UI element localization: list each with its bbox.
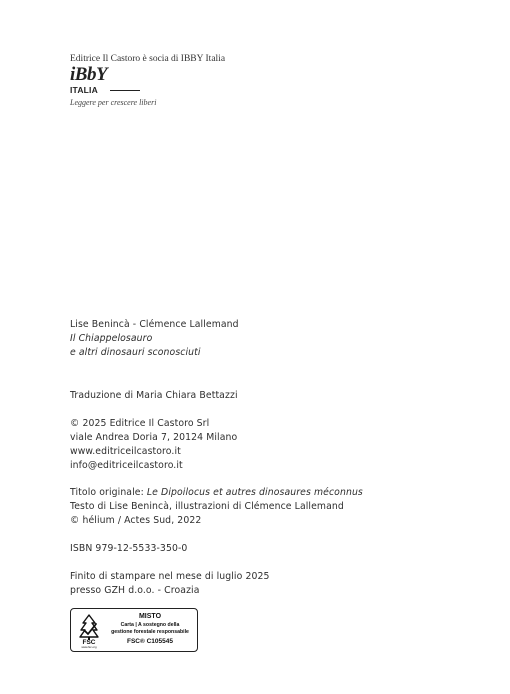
fsc-label <box>70 608 198 652</box>
fsc-tree-checkmark-icon <box>75 613 103 649</box>
fsc-text-block <box>105 612 195 645</box>
fsc-logo-url: www.fsc.org <box>81 645 97 649</box>
ibby-membership-note: Editrice Il Castoro è socia di IBBY Italia <box>70 54 226 64</box>
ibby-logo <box>70 66 140 96</box>
publisher-website[interactable]: www.editriceilcastoro.it <box>70 446 181 457</box>
isbn: ISBN 979-12-5533-350-0 <box>70 543 188 554</box>
ibby-logo-country: ITALIA <box>70 85 98 95</box>
original-copyright: © hélium / Actes Sud, 2022 <box>70 515 202 526</box>
publisher-email[interactable]: info@editriceilcastoro.it <box>70 460 183 471</box>
fsc-mix: MISTO <box>138 613 162 620</box>
authors-line: Lise Benincà - Clémence Lallemand <box>70 319 239 330</box>
fsc-desc-line1: Carta | A sostegno della <box>120 622 180 628</box>
fsc-license-code: FSC® C105545 <box>127 637 173 645</box>
translation-credit: Traduzione di Maria Chiara Bettazzi <box>70 390 238 401</box>
printing-line2: presso GZH d.o.o. - Croazia <box>70 585 200 596</box>
ibby-logo-rule <box>110 90 140 91</box>
original-title-line <box>70 487 363 498</box>
publisher-address: viale Andrea Doria 7, 20124 Milano <box>70 432 238 443</box>
original-title-label: Titolo originale: <box>70 487 147 498</box>
fsc-desc-line2: gestione forestale responsabile <box>111 629 189 636</box>
book-title-line2: e altri dinosauri sconosciuti <box>70 347 201 358</box>
original-title: Le Dipoilocus et autres dinosaures méconnus <box>146 487 363 498</box>
original-text-credits: Testo di Lise Benincà, illustrazioni di Clémence Lallemand <box>70 501 344 512</box>
ibby-logo-mark: iBbY <box>70 64 108 85</box>
ibby-tagline: Leggere per crescere liberi <box>70 98 157 107</box>
printing-line1: Finito di stampare nel mese di luglio 2025 <box>70 571 270 582</box>
fsc-logo-text: FSC <box>82 639 96 646</box>
publisher-copyright: © 2025 Editrice Il Castoro Srl <box>70 418 210 429</box>
book-title-line1: Il Chiappelosauro <box>70 333 153 344</box>
